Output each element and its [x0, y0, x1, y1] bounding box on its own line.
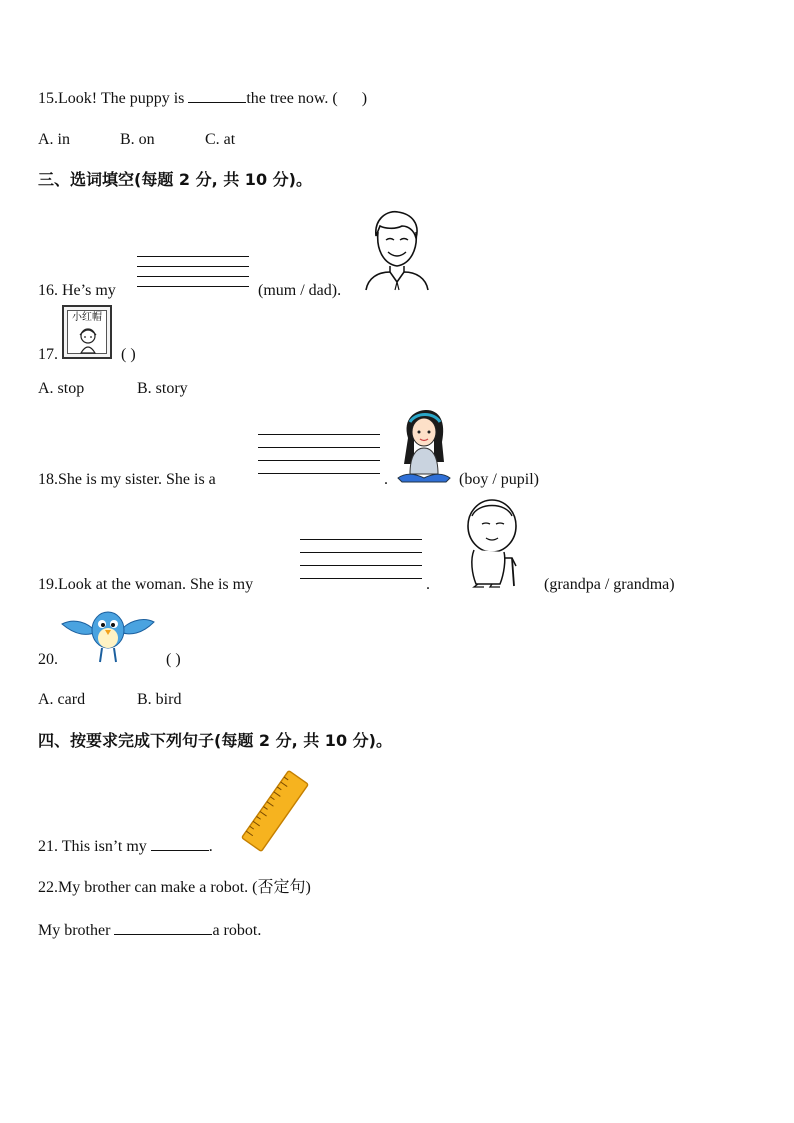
girl-icon [75, 327, 101, 355]
grandma-picture [460, 496, 526, 588]
q15-stem-after: the tree now. ( [246, 90, 338, 107]
q16-choices: (mum / dad). [258, 282, 342, 299]
q22-answer-before: My brother [38, 922, 115, 939]
q15-stem-before: 15.Look! The puppy is [38, 90, 189, 107]
q17-number: 17. [38, 346, 58, 363]
question-15 [38, 88, 367, 109]
q16-stem: 16. He’s my [38, 282, 116, 299]
q20-option-a[interactable]: A. card [38, 691, 86, 708]
q21-stem [38, 836, 213, 857]
dad-picture [362, 208, 432, 292]
q19-dot: . [426, 576, 430, 593]
q18-stem: 18.She is my sister. She is a [38, 471, 216, 488]
q15-option-a[interactable]: A. in [38, 131, 70, 148]
q15-blank[interactable] [188, 88, 246, 103]
q20-paren[interactable]: ( ) [166, 651, 181, 668]
ruler-picture [240, 770, 310, 852]
section-3-heading: 三、选词填空(每题 2 分, 共 10 分)。 [38, 170, 312, 189]
q17-option-a[interactable]: A. stop [38, 380, 85, 397]
q21-stem-text: 21. This isn’t my [38, 838, 151, 855]
q20-option-b[interactable]: B. bird [137, 691, 182, 708]
q22-blank[interactable] [114, 920, 212, 935]
q19-writing-lines[interactable] [300, 539, 422, 579]
q22-stem: 22.My brother can make a robot. (否定句) [38, 879, 311, 896]
q17-paren[interactable]: ( ) [121, 346, 136, 363]
q21-blank[interactable] [151, 836, 209, 851]
q15-option-b[interactable]: B. on [120, 131, 155, 148]
q18-choices: (boy / pupil) [459, 471, 539, 488]
q19-stem: 19.Look at the woman. She is my [38, 576, 254, 593]
q19-choices: (grandpa / grandma) [544, 576, 675, 593]
q15-option-c[interactable]: C. at [205, 131, 236, 148]
q15-close-paren: ) [361, 90, 368, 107]
q17-option-b[interactable]: B. story [137, 380, 188, 397]
section-4-heading: 四、按要求完成下列句子(每题 2 分, 共 10 分)。 [38, 731, 392, 750]
bird-picture [60, 604, 156, 664]
q21-dot: . [208, 838, 213, 855]
storybook-picture [62, 305, 112, 359]
q22-answer-line [38, 920, 261, 941]
girl-pupil-picture [396, 408, 452, 484]
q20-number: 20. [38, 651, 58, 668]
q18-writing-lines[interactable] [258, 434, 380, 474]
q22-answer-after: a robot. [212, 922, 262, 939]
q18-dot: . [384, 471, 388, 488]
book-title: 小红帽 [72, 312, 102, 323]
q16-writing-lines[interactable] [137, 256, 249, 287]
